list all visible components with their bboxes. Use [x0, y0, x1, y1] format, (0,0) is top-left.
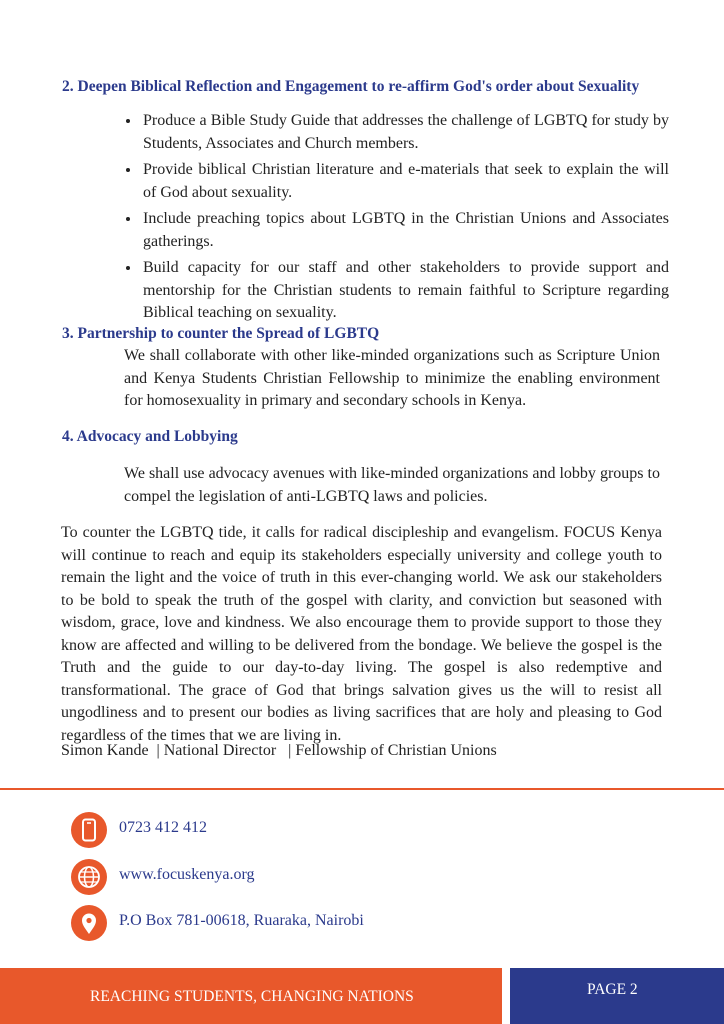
website-link[interactable]: www.focuskenya.org	[119, 866, 255, 883]
section-heading-deepen: 2. Deepen Biblical Reflection and Engagement to re-affirm God's order about Sexuality	[62, 78, 640, 95]
phone-icon	[71, 812, 107, 848]
bullet-item: • Include preaching topics about LGBTQ in the Christian Unions and Associates gatherings.	[141, 208, 669, 253]
signature-line: Simon Kande | National Director | Fellowship of Christian Unions	[61, 742, 497, 759]
bullet-item: • Build capacity for our staff and other stakeholders to provide support and mentorship for the Christian students to remain faithful to Scripture regarding Biblical teaching on sexuality.	[141, 257, 669, 325]
page-number: PAGE 2	[587, 981, 638, 998]
closing-paragraph: To counter the LGBTQ tide, it calls for radical discipleship and evangelism. FOCUS Kenya will continue to reach and equip its stakeholders especially university and college youth to remain the light and the voice of truth in this ever-changing world. We ask our stakeholders to be bold to speak the truth of the gospel with clarity, and conviction but seasoned with wisdom, grace, love and kindness. We also encourage them to provide support to those they know are affected and willing to be delivered from the bondage. We believe the gospel is the Truth and the guide to our day-to-day living. The gospel is also redemptive and transformational. The grace of God that brings salvation gives us the will to resist all ungodliness and to present our bodies as living sacrifices that are holy and pleasing to God regardless of the times that we are living in.	[61, 524, 662, 744]
deepen-bullet-list	[124, 110, 669, 329]
partnership-paragraph: We shall collaborate with other like-minded organizations such as Scripture Union and Kenya Students Christian Fellowship to minimize the enabling environment for homosexuality in primary and secondary schools in Kenya.	[124, 347, 660, 409]
footer-page-box	[510, 968, 724, 1024]
globe-icon	[71, 859, 107, 895]
section-heading-advocacy: 4. Advocacy and Lobbying	[62, 428, 238, 445]
footer-tagline: REACHING STUDENTS, CHANGING NATIONS	[90, 988, 414, 1005]
section-heading-partnership: 3. Partnership to counter the Spread of LGBTQ	[62, 325, 380, 342]
footer-divider	[0, 788, 724, 790]
phone-number[interactable]: 0723 412 412	[119, 819, 207, 836]
postal-address: P.O Box 781-00618, Ruaraka, Nairobi	[119, 912, 364, 929]
footer-tagline-bar	[0, 968, 502, 1024]
location-pin-icon	[71, 905, 107, 941]
bullet-item: • Produce a Bible Study Guide that addresses the challenge of LGBTQ for study by Students, Associates and Church members.	[141, 110, 669, 155]
advocacy-paragraph: We shall use advocacy avenues with like-minded organizations and lobby groups to compel the legislation of anti-LGBTQ laws and policies.	[124, 465, 660, 505]
bullet-item: • Provide biblical Christian literature and e-materials that seek to explain the will of God about sexuality.	[141, 159, 669, 204]
